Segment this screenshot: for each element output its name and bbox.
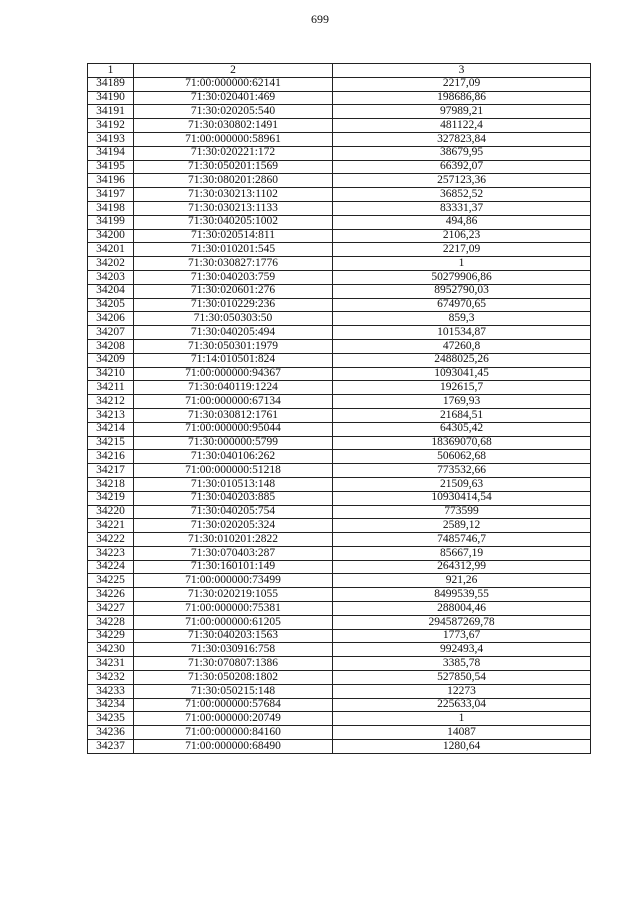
row-number-cell: 34189 — [88, 77, 134, 91]
row-number-cell: 34230 — [88, 643, 134, 657]
table-row — [88, 505, 591, 519]
cadastral-number-cell: 71:30:040205:494 — [134, 326, 333, 340]
table-row — [88, 436, 591, 450]
cadastral-number-cell: 71:30:040203:885 — [134, 491, 333, 505]
row-number-cell: 34191 — [88, 105, 134, 119]
table-row — [88, 698, 591, 712]
value-cell: 773599 — [333, 505, 591, 519]
table-row — [88, 546, 591, 560]
row-number-cell: 34214 — [88, 422, 134, 436]
row-number-cell: 34237 — [88, 740, 134, 754]
cadastral-number-cell: 71:30:010513:148 — [134, 477, 333, 491]
row-number-cell: 34223 — [88, 546, 134, 560]
table-row — [88, 657, 591, 671]
table-row — [88, 284, 591, 298]
row-number-cell: 34193 — [88, 132, 134, 146]
cadastral-number-cell: 71:00:000000:84160 — [134, 726, 333, 740]
table-row — [88, 395, 591, 409]
value-cell: 192615,7 — [333, 381, 591, 395]
table-row — [88, 132, 591, 146]
cadastral-number-cell: 71:30:080201:2860 — [134, 174, 333, 188]
value-cell: 773532,66 — [333, 464, 591, 478]
table-row — [88, 270, 591, 284]
row-number-cell: 34216 — [88, 450, 134, 464]
table-row — [88, 615, 591, 629]
page-number: 699 — [311, 12, 329, 26]
value-cell: 101534,87 — [333, 326, 591, 340]
value-cell: 2488025,26 — [333, 353, 591, 367]
table-row — [88, 201, 591, 215]
value-cell: 8499539,55 — [333, 588, 591, 602]
row-number-cell: 34204 — [88, 284, 134, 298]
table-row — [88, 643, 591, 657]
table-row — [88, 381, 591, 395]
cadastral-number-cell: 71:30:020205:540 — [134, 105, 333, 119]
cadastral-number-cell: 71:30:010229:236 — [134, 298, 333, 312]
cadastral-number-cell: 71:30:010201:545 — [134, 243, 333, 257]
row-number-cell: 34201 — [88, 243, 134, 257]
table-row — [88, 450, 591, 464]
table-row — [88, 326, 591, 340]
table-row — [88, 519, 591, 533]
value-cell: 1093041,45 — [333, 367, 591, 381]
value-cell: 8952790,03 — [333, 284, 591, 298]
cadastral-number-cell: 71:30:030213:1102 — [134, 188, 333, 202]
table-row — [88, 684, 591, 698]
column-header: 1 — [88, 64, 134, 78]
value-cell: 327823,84 — [333, 132, 591, 146]
cadastral-number-cell: 71:00:000000:61205 — [134, 615, 333, 629]
cadastral-number-cell: 71:30:040203:1563 — [134, 629, 333, 643]
cadastral-number-cell: 71:30:050201:1569 — [134, 160, 333, 174]
row-number-cell: 34194 — [88, 146, 134, 160]
row-number-cell: 34227 — [88, 602, 134, 616]
table-row — [88, 229, 591, 243]
cadastral-number-cell: 71:30:040205:754 — [134, 505, 333, 519]
cadastral-number-cell: 71:00:000000:58961 — [134, 132, 333, 146]
value-cell: 7485746,7 — [333, 533, 591, 547]
table-row — [88, 312, 591, 326]
table-row — [88, 243, 591, 257]
table-row — [88, 464, 591, 478]
row-number-cell: 34217 — [88, 464, 134, 478]
cadastral-number-cell: 71:30:020219:1055 — [134, 588, 333, 602]
row-number-cell: 34207 — [88, 326, 134, 340]
row-number-cell: 34235 — [88, 712, 134, 726]
cadastral-number-cell: 71:00:000000:73499 — [134, 574, 333, 588]
table-row — [88, 174, 591, 188]
cadastral-number-cell: 71:30:050215:148 — [134, 684, 333, 698]
row-number-cell: 34231 — [88, 657, 134, 671]
value-cell: 38679,95 — [333, 146, 591, 160]
cadastral-number-cell: 71:30:040205:1002 — [134, 215, 333, 229]
table-row — [88, 77, 591, 91]
value-cell: 494,86 — [333, 215, 591, 229]
cadastral-number-cell: 71:30:050301:1979 — [134, 339, 333, 353]
row-number-cell: 34209 — [88, 353, 134, 367]
table-row — [88, 146, 591, 160]
value-cell: 10930414,54 — [333, 491, 591, 505]
cadastral-number-cell: 71:30:030812:1761 — [134, 408, 333, 422]
value-cell: 257123,36 — [333, 174, 591, 188]
value-cell: 3385,78 — [333, 657, 591, 671]
value-cell: 50279906,86 — [333, 270, 591, 284]
table-header-row — [88, 64, 591, 78]
table-row — [88, 91, 591, 105]
row-number-cell: 34206 — [88, 312, 134, 326]
value-cell: 36852,52 — [333, 188, 591, 202]
table-row — [88, 671, 591, 685]
table-row — [88, 602, 591, 616]
value-cell: 527850,54 — [333, 671, 591, 685]
cadastral-number-cell: 71:30:020205:324 — [134, 519, 333, 533]
row-number-cell: 34202 — [88, 257, 134, 271]
table-row — [88, 712, 591, 726]
cadastral-number-cell: 71:30:020514:811 — [134, 229, 333, 243]
row-number-cell: 34215 — [88, 436, 134, 450]
value-cell: 66392,07 — [333, 160, 591, 174]
value-cell: 2589,12 — [333, 519, 591, 533]
row-number-cell: 34212 — [88, 395, 134, 409]
value-cell: 2217,09 — [333, 77, 591, 91]
table-row — [88, 160, 591, 174]
value-cell: 264312,99 — [333, 560, 591, 574]
cadastral-number-cell: 71:30:050303:50 — [134, 312, 333, 326]
cadastral-number-cell: 71:30:030213:1133 — [134, 201, 333, 215]
row-number-cell: 34211 — [88, 381, 134, 395]
table-row — [88, 533, 591, 547]
row-number-cell: 34199 — [88, 215, 134, 229]
row-number-cell: 34190 — [88, 91, 134, 105]
cadastral-number-cell: 71:00:000000:57684 — [134, 698, 333, 712]
row-number-cell: 34221 — [88, 519, 134, 533]
value-cell: 921,26 — [333, 574, 591, 588]
cadastral-number-cell: 71:00:000000:51218 — [134, 464, 333, 478]
table-row — [88, 560, 591, 574]
value-cell: 1 — [333, 257, 591, 271]
table-row — [88, 119, 591, 133]
row-number-cell: 34205 — [88, 298, 134, 312]
cadastral-number-cell: 71:30:040106:262 — [134, 450, 333, 464]
row-number-cell: 34210 — [88, 367, 134, 381]
value-cell: 83331,37 — [333, 201, 591, 215]
cadastral-number-cell: 71:30:070807:1386 — [134, 657, 333, 671]
row-number-cell: 34192 — [88, 119, 134, 133]
row-number-cell: 34198 — [88, 201, 134, 215]
row-number-cell: 34220 — [88, 505, 134, 519]
cadastral-number-cell: 71:30:070403:287 — [134, 546, 333, 560]
table-row — [88, 740, 591, 754]
row-number-cell: 34195 — [88, 160, 134, 174]
value-cell: 2217,09 — [333, 243, 591, 257]
cadastral-number-cell: 71:30:020221:172 — [134, 146, 333, 160]
value-cell: 992493,4 — [333, 643, 591, 657]
cadastral-number-cell: 71:30:040119:1224 — [134, 381, 333, 395]
value-cell: 18369070,68 — [333, 436, 591, 450]
value-cell: 674970,65 — [333, 298, 591, 312]
cadastral-number-cell: 71:00:000000:75381 — [134, 602, 333, 616]
value-cell: 288004,46 — [333, 602, 591, 616]
cadastral-number-cell: 71:30:040203:759 — [134, 270, 333, 284]
value-cell: 1 — [333, 712, 591, 726]
row-number-cell: 34229 — [88, 629, 134, 643]
table-row — [88, 353, 591, 367]
cadastral-number-cell: 71:00:000000:67134 — [134, 395, 333, 409]
cadastral-number-cell: 71:30:020401:469 — [134, 91, 333, 105]
row-number-cell: 34203 — [88, 270, 134, 284]
cadastral-number-cell: 71:14:010501:824 — [134, 353, 333, 367]
row-number-cell: 34224 — [88, 560, 134, 574]
table-row — [88, 422, 591, 436]
cadastral-number-cell: 71:30:050208:1802 — [134, 671, 333, 685]
table-row — [88, 105, 591, 119]
row-number-cell: 34234 — [88, 698, 134, 712]
value-cell: 85667,19 — [333, 546, 591, 560]
row-number-cell: 34208 — [88, 339, 134, 353]
row-number-cell: 34236 — [88, 726, 134, 740]
row-number-cell: 34218 — [88, 477, 134, 491]
cadastral-number-cell: 71:00:000000:68490 — [134, 740, 333, 754]
table-row — [88, 588, 591, 602]
value-cell: 1773,67 — [333, 629, 591, 643]
row-number-cell: 34197 — [88, 188, 134, 202]
cadastral-number-cell: 71:30:030916:758 — [134, 643, 333, 657]
value-cell: 47260,8 — [333, 339, 591, 353]
row-number-cell: 34226 — [88, 588, 134, 602]
column-header: 2 — [134, 64, 333, 78]
data-table — [87, 63, 591, 754]
row-number-cell: 34222 — [88, 533, 134, 547]
value-cell: 1280,64 — [333, 740, 591, 754]
value-cell: 225633,04 — [333, 698, 591, 712]
table-row — [88, 298, 591, 312]
value-cell: 21509,63 — [333, 477, 591, 491]
value-cell: 481122,4 — [333, 119, 591, 133]
value-cell: 14087 — [333, 726, 591, 740]
value-cell: 1769,93 — [333, 395, 591, 409]
row-number-cell: 34232 — [88, 671, 134, 685]
table-row — [88, 726, 591, 740]
value-cell: 21684,51 — [333, 408, 591, 422]
cadastral-number-cell: 71:30:000000:5799 — [134, 436, 333, 450]
table-row — [88, 188, 591, 202]
row-number-cell: 34233 — [88, 684, 134, 698]
table-row — [88, 215, 591, 229]
table-row — [88, 491, 591, 505]
value-cell: 97989,21 — [333, 105, 591, 119]
row-number-cell: 34219 — [88, 491, 134, 505]
value-cell: 64305,42 — [333, 422, 591, 436]
row-number-cell: 34228 — [88, 615, 134, 629]
row-number-cell: 34200 — [88, 229, 134, 243]
table-row — [88, 477, 591, 491]
row-number-cell: 34196 — [88, 174, 134, 188]
cadastral-number-cell: 71:30:010201:2822 — [134, 533, 333, 547]
value-cell: 198686,86 — [333, 91, 591, 105]
cadastral-number-cell: 71:00:000000:20749 — [134, 712, 333, 726]
row-number-cell: 34225 — [88, 574, 134, 588]
table-row — [88, 629, 591, 643]
cadastral-number-cell: 71:00:000000:95044 — [134, 422, 333, 436]
row-number-cell: 34213 — [88, 408, 134, 422]
value-cell: 2106,23 — [333, 229, 591, 243]
table-row — [88, 339, 591, 353]
value-cell: 12273 — [333, 684, 591, 698]
cadastral-number-cell: 71:30:030827:1776 — [134, 257, 333, 271]
cadastral-number-cell: 71:00:000000:94367 — [134, 367, 333, 381]
value-cell: 294587269,78 — [333, 615, 591, 629]
table-row — [88, 574, 591, 588]
table-row — [88, 408, 591, 422]
table-row — [88, 367, 591, 381]
column-header: 3 — [333, 64, 591, 78]
cadastral-number-cell: 71:30:160101:149 — [134, 560, 333, 574]
cadastral-number-cell: 71:30:030802:1491 — [134, 119, 333, 133]
table-row — [88, 257, 591, 271]
table-body — [88, 77, 591, 753]
value-cell: 506062,68 — [333, 450, 591, 464]
cadastral-number-cell: 71:00:000000:62141 — [134, 77, 333, 91]
value-cell: 859,3 — [333, 312, 591, 326]
cadastral-number-cell: 71:30:020601:276 — [134, 284, 333, 298]
